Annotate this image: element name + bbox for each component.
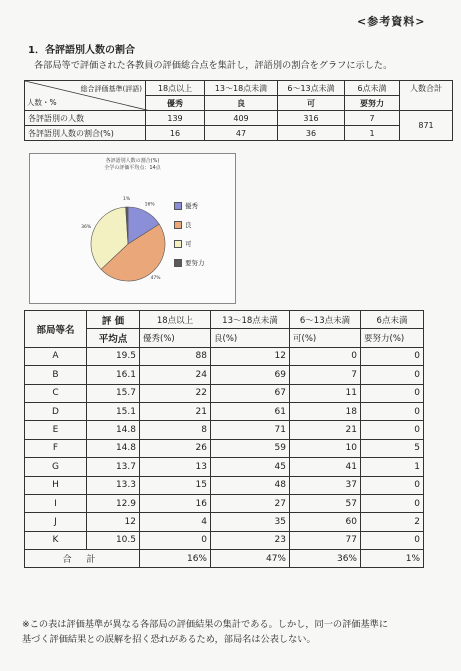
count-cell: 316 bbox=[278, 111, 345, 126]
range-header: 6点未満 bbox=[361, 311, 424, 329]
legend-item bbox=[174, 234, 205, 253]
pct-cell: 47 bbox=[205, 126, 278, 141]
count-cell: 409 bbox=[205, 111, 278, 126]
legend-label: 要努力 bbox=[185, 259, 205, 267]
pie-slice-label: 16% bbox=[144, 202, 155, 208]
range-header: 6～13点未満 bbox=[290, 311, 361, 329]
value-cell: 45 bbox=[211, 458, 290, 476]
avg-cell: 19.5 bbox=[87, 347, 140, 365]
legend-swatch bbox=[174, 240, 182, 248]
value-cell: 0 bbox=[361, 494, 424, 512]
diag-top-label: 総合評価基準(評語) bbox=[80, 85, 142, 93]
value-cell: 27 bbox=[211, 494, 290, 512]
footnote bbox=[22, 617, 454, 647]
value-cell: 0 bbox=[361, 384, 424, 402]
pie-chart-panel bbox=[29, 153, 236, 304]
value-cell: 24 bbox=[140, 366, 211, 384]
avg-header: 平均点 bbox=[87, 329, 140, 347]
value-cell: 0 bbox=[140, 531, 211, 549]
legend-swatch bbox=[174, 202, 182, 210]
avg-cell: 16.1 bbox=[87, 366, 140, 384]
count-cell: 139 bbox=[146, 111, 205, 126]
legend-label: 可 bbox=[185, 240, 192, 248]
legend-label: 良 bbox=[185, 221, 192, 229]
rating-header: 良 bbox=[205, 96, 278, 111]
range-header: 18点以上 bbox=[146, 81, 205, 96]
value-cell: 57 bbox=[290, 494, 361, 512]
value-cell: 18 bbox=[290, 402, 361, 420]
table-row bbox=[25, 421, 424, 439]
dept-header: 部局等名 bbox=[25, 311, 87, 348]
avg-cell: 13.7 bbox=[87, 458, 140, 476]
avg-cell: 10.5 bbox=[87, 531, 140, 549]
value-cell: 21 bbox=[140, 402, 211, 420]
table-row bbox=[25, 494, 424, 512]
dept-name-cell: A bbox=[25, 347, 87, 365]
value-cell: 10 bbox=[290, 439, 361, 457]
chart-subtitle: 全学の評価平均点：14点 bbox=[104, 165, 161, 171]
total-cell: 36% bbox=[290, 550, 361, 568]
range-header: 18点以上 bbox=[140, 311, 211, 329]
diagonal-header-cell bbox=[25, 81, 146, 111]
legend-item bbox=[174, 196, 205, 215]
value-cell: 7 bbox=[290, 366, 361, 384]
rating-header: 要努力 bbox=[345, 96, 400, 111]
table-row bbox=[25, 347, 424, 365]
rating-header: 優秀(%) bbox=[140, 329, 211, 347]
table-row bbox=[25, 402, 424, 420]
range-header: 6点未満 bbox=[345, 81, 400, 96]
dept-name-cell: K bbox=[25, 531, 87, 549]
value-cell: 0 bbox=[361, 402, 424, 420]
value-cell: 0 bbox=[361, 347, 424, 365]
footnote-line: ※この表は評価基準が異なる各部局の評価結果の集計である。しかし，同一の評価基準に bbox=[22, 619, 389, 630]
chart-legend bbox=[174, 196, 205, 272]
rating-header: 可(%) bbox=[290, 329, 361, 347]
dept-name-cell: B bbox=[25, 366, 87, 384]
footnote-line: 基づく評価結果との誤解を招く恐れがあるため，部局名は公表しない。 bbox=[22, 634, 316, 645]
value-cell: 67 bbox=[211, 384, 290, 402]
table-row bbox=[25, 531, 424, 549]
department-table bbox=[24, 310, 424, 568]
avg-cell: 15.7 bbox=[87, 384, 140, 402]
rating-header: 良(%) bbox=[211, 329, 290, 347]
rating-header: 可 bbox=[278, 96, 345, 111]
value-cell: 77 bbox=[290, 531, 361, 549]
value-cell: 8 bbox=[140, 421, 211, 439]
value-cell: 16 bbox=[140, 494, 211, 512]
total-header: 人数合計 bbox=[400, 81, 453, 111]
dept-name-cell: C bbox=[25, 384, 87, 402]
intro-text: 各部局等で評価された各教員の評価総合点を集計し，評語別の割合をグラフに示した。 bbox=[34, 60, 393, 71]
value-cell: 0 bbox=[361, 531, 424, 549]
value-cell: 1 bbox=[361, 458, 424, 476]
dept-name-cell: F bbox=[25, 439, 87, 457]
row-label: 各評語別人数の割合(%) bbox=[25, 126, 146, 141]
total-cell: 47% bbox=[211, 550, 290, 568]
value-cell: 13 bbox=[140, 458, 211, 476]
value-cell: 5 bbox=[361, 439, 424, 457]
avg-cell: 14.8 bbox=[87, 439, 140, 457]
dept-name-cell: H bbox=[25, 476, 87, 494]
section-heading: 1．各評語別人数の割合 bbox=[28, 45, 135, 56]
value-cell: 23 bbox=[211, 531, 290, 549]
row-label: 各評語別の人数 bbox=[25, 111, 146, 126]
legend-item bbox=[174, 215, 205, 234]
eval-header: 評 価 bbox=[87, 311, 140, 329]
table-row bbox=[25, 458, 424, 476]
total-count-cell: 871 bbox=[400, 111, 453, 141]
dept-name-cell: I bbox=[25, 494, 87, 512]
dept-name-cell: E bbox=[25, 421, 87, 439]
dept-name-cell: G bbox=[25, 458, 87, 476]
value-cell: 88 bbox=[140, 347, 211, 365]
table-row bbox=[25, 513, 424, 531]
table-row bbox=[25, 439, 424, 457]
avg-cell: 14.8 bbox=[87, 421, 140, 439]
pie-slice-label: 36% bbox=[81, 224, 92, 230]
legend-swatch bbox=[174, 259, 182, 267]
diag-bottom-label: 人数・% bbox=[27, 98, 57, 107]
table-row bbox=[25, 384, 424, 402]
avg-cell: 12.9 bbox=[87, 494, 140, 512]
avg-cell: 12 bbox=[87, 513, 140, 531]
total-label: 合 計 bbox=[25, 550, 140, 568]
value-cell: 69 bbox=[211, 366, 290, 384]
pct-cell: 36 bbox=[278, 126, 345, 141]
value-cell: 15 bbox=[140, 476, 211, 494]
pct-cell: 1 bbox=[345, 126, 400, 141]
value-cell: 11 bbox=[290, 384, 361, 402]
value-cell: 71 bbox=[211, 421, 290, 439]
range-header: 13～18点未満 bbox=[205, 81, 278, 96]
dept-name-cell: J bbox=[25, 513, 87, 531]
table-row bbox=[25, 476, 424, 494]
value-cell: 22 bbox=[140, 384, 211, 402]
value-cell: 0 bbox=[361, 366, 424, 384]
rating-header: 優秀 bbox=[146, 96, 205, 111]
rating-header: 要努力(%) bbox=[361, 329, 424, 347]
range-header: 6～13点未満 bbox=[278, 81, 345, 96]
value-cell: 59 bbox=[211, 439, 290, 457]
pie-slice-label: 1% bbox=[123, 197, 131, 203]
value-cell: 12 bbox=[211, 347, 290, 365]
avg-cell: 13.3 bbox=[87, 476, 140, 494]
value-cell: 0 bbox=[290, 347, 361, 365]
total-cell: 16% bbox=[140, 550, 211, 568]
value-cell: 35 bbox=[211, 513, 290, 531]
range-header: 13～18点未満 bbox=[211, 311, 290, 329]
value-cell: 0 bbox=[361, 421, 424, 439]
count-cell: 7 bbox=[345, 111, 400, 126]
table-body bbox=[25, 347, 424, 549]
avg-cell: 15.1 bbox=[87, 402, 140, 420]
value-cell: 0 bbox=[361, 476, 424, 494]
value-cell: 61 bbox=[211, 402, 290, 420]
value-cell: 48 bbox=[211, 476, 290, 494]
value-cell: 41 bbox=[290, 458, 361, 476]
pie-slice-label: 47% bbox=[150, 275, 161, 281]
dept-name-cell: D bbox=[25, 402, 87, 420]
table-row bbox=[25, 366, 424, 384]
legend-label: 優秀 bbox=[185, 202, 198, 210]
legend-item bbox=[174, 253, 205, 272]
total-cell: 1% bbox=[361, 550, 424, 568]
pct-cell: 16 bbox=[146, 126, 205, 141]
value-cell: 2 bbox=[361, 513, 424, 531]
value-cell: 60 bbox=[290, 513, 361, 531]
value-cell: 4 bbox=[140, 513, 211, 531]
value-cell: 26 bbox=[140, 439, 211, 457]
summary-table bbox=[24, 80, 453, 141]
value-cell: 37 bbox=[290, 476, 361, 494]
value-cell: 21 bbox=[290, 421, 361, 439]
reference-label: <参考資料> bbox=[357, 15, 426, 28]
legend-swatch bbox=[174, 221, 182, 229]
pie-chart bbox=[30, 154, 170, 303]
chart-title: 各評語別人数の割合(%) bbox=[105, 158, 160, 164]
